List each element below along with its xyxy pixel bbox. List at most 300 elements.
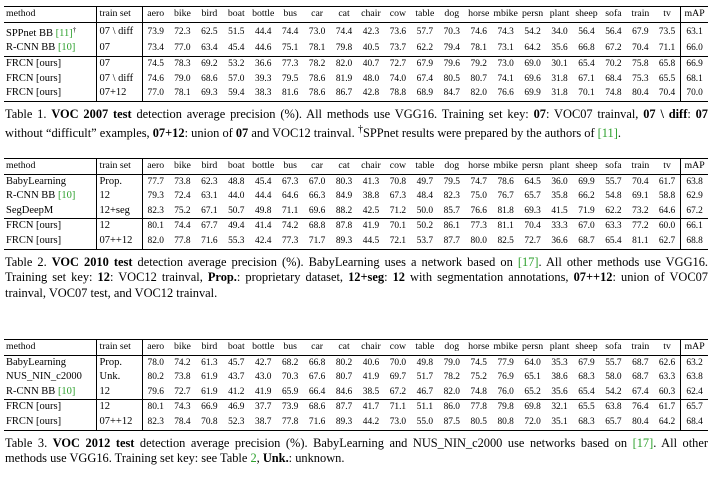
ap-value-cat: 87.7: [335, 402, 353, 413]
ap-value-sofa: 70.2: [605, 58, 622, 69]
method-cell: [4, 385, 96, 400]
column-header-4: bird: [201, 341, 218, 352]
ap-value-horse: 80.0: [470, 235, 487, 246]
ap-value-cat: 89.3: [335, 416, 353, 427]
column-header-15: mbike: [493, 341, 518, 352]
ap-value-train: 70.4: [632, 43, 649, 54]
ap-value-sofa: 54.2: [605, 386, 622, 397]
caption-text: without “difficult” examples,: [5, 126, 153, 141]
ap-value-persn: 64.2: [524, 43, 541, 54]
ap-value-table: 55.0: [416, 416, 434, 427]
ap-value-persn: 69.0: [524, 58, 541, 69]
ap-value-boat: 51.5: [228, 26, 245, 37]
ap-value-chair: 41.7: [362, 402, 380, 413]
table-row: [4, 41, 708, 56]
ap-value-map: 66.1: [681, 219, 708, 234]
method-cell: [4, 41, 96, 56]
ap-value-sheep: 65.4: [578, 58, 595, 69]
ap-value-bird: 67.1: [201, 205, 218, 216]
ap-value-sofa: 67.2: [605, 43, 622, 54]
table-header-row: [4, 159, 708, 175]
method-cell: [4, 234, 96, 249]
ap-value-aero: 73.9: [147, 26, 164, 37]
ap-value-bottle: 41.4: [255, 221, 272, 232]
ap-value-dog: 79.6: [443, 58, 460, 69]
column-header-18: sheep: [575, 341, 598, 352]
ap-value-bottle: 37.7: [255, 402, 272, 413]
ap-value-map: 70.0: [681, 86, 708, 101]
ap-value-car: 71.7: [308, 235, 326, 246]
column-header-8: car: [311, 160, 324, 171]
ap-value-cow: 78.8: [389, 88, 407, 99]
ap-value-persn: 65.2: [524, 386, 541, 397]
ap-value-tv: 64.6: [658, 205, 676, 216]
ap-value-horse: 75.2: [470, 372, 487, 383]
ap-value-cat: 80.3: [335, 176, 353, 187]
ap-value-table: 53.7: [416, 235, 434, 246]
method-cell: [4, 370, 96, 385]
method-cell: [4, 189, 96, 204]
ap-value-train: 75.3: [632, 73, 649, 84]
ap-value-cow: 72.1: [389, 235, 407, 246]
ap-value-car: 66.4: [308, 386, 326, 397]
train-set-cell: [96, 189, 142, 204]
ap-value-car: 67.0: [308, 176, 326, 187]
ap-value-sofa: 55.7: [605, 357, 622, 368]
ap-value-bottle: 49.8: [255, 205, 272, 216]
ap-value-dog: 79.5: [443, 176, 460, 187]
ap-value-mbike: 76.7: [497, 191, 514, 202]
ap-value-bird: 63.1: [201, 191, 218, 202]
ap-value-boat: 41.2: [228, 386, 245, 397]
ap-value-sofa: 62.2: [605, 205, 622, 216]
ap-value-bird: 66.9: [201, 402, 218, 413]
train-set-cell: [96, 41, 142, 56]
ap-value-plant: 35.3: [551, 357, 568, 368]
train-set: Prop.: [99, 175, 122, 187]
column-header-3: bike: [173, 160, 191, 171]
ap-value-map: 66.9: [681, 56, 708, 71]
column-header-2: aero: [147, 160, 165, 171]
caption-key: Unk.: [262, 451, 289, 466]
caption-text: :: [687, 106, 696, 121]
ap-value-bird: 68.6: [201, 73, 218, 84]
method-name: FRCN [ours]: [6, 234, 62, 246]
method-name: R-CNN BB: [6, 385, 58, 397]
ap-value-horse: 77.8: [470, 402, 487, 413]
caption-key: 07++12: [573, 270, 613, 285]
ap-value-horse: 80.5: [470, 416, 487, 427]
ap-value-dog: 70.3: [443, 26, 460, 37]
table-row: [4, 385, 708, 400]
ap-value-mbike: 80.8: [497, 416, 514, 427]
column-header-17: plant: [549, 160, 570, 171]
ap-value-bus: 64.6: [281, 191, 299, 202]
ap-value-bike: 78.4: [174, 416, 191, 427]
ap-value-bus: 73.9: [281, 402, 299, 413]
citation-link[interactable]: [17]: [632, 435, 654, 450]
column-header-13: dog: [444, 8, 460, 19]
ap-value-car: 67.6: [308, 372, 326, 383]
ap-value-sheep: 67.0: [578, 221, 595, 232]
table-row: [4, 400, 708, 415]
caption-label: Table 3.: [5, 435, 53, 450]
column-header-18: sheep: [575, 8, 598, 19]
train-set-cell: [96, 385, 142, 400]
method-name: R-CNN BB: [6, 42, 58, 54]
ap-value-bottle: 36.6: [255, 58, 272, 69]
ap-value-train: 68.7: [632, 372, 649, 383]
ap-value-bus: 77.3: [281, 58, 299, 69]
ap-value-table: 51.1: [416, 402, 434, 413]
column-header-3: bike: [173, 341, 191, 352]
citation-link[interactable]: [10]: [57, 42, 76, 54]
ap-value-bottle: 38.7: [255, 416, 272, 427]
ap-value-car: 66.3: [308, 191, 326, 202]
ap-value-bike: 74.4: [174, 221, 191, 232]
ap-value-bike: 73.8: [174, 372, 191, 383]
ap-value-mbike: 77.9: [497, 357, 514, 368]
method-cell: [4, 415, 96, 430]
column-header-4: bird: [201, 8, 218, 19]
ap-value-dog: 86.1: [443, 221, 460, 232]
caption-key: 07: [235, 126, 249, 141]
ap-value-train: 69.1: [632, 191, 649, 202]
ap-value-sheep: 56.4: [578, 26, 595, 37]
table-3-block: [4, 339, 708, 467]
ap-value-map: 63.2: [681, 355, 708, 370]
results-table: [4, 158, 708, 250]
ap-value-car: 78.2: [308, 58, 326, 69]
ap-value-train: 76.4: [632, 402, 649, 413]
ap-value-mbike: 76.9: [497, 372, 514, 383]
ap-value-bike: 79.0: [174, 73, 191, 84]
caption-text: detection average precision (%). BabyLearning uses a network based on: [132, 254, 518, 269]
ap-value-tv: 60.0: [658, 221, 676, 232]
ap-value-sheep: 67.9: [578, 357, 595, 368]
ap-value-table: 67.9: [416, 58, 434, 69]
ap-value-train: 80.4: [632, 88, 649, 99]
ap-value-bottle: 43.0: [255, 372, 272, 383]
column-header-11: cow: [389, 341, 407, 352]
column-header-15: mbike: [493, 8, 518, 19]
ap-value-sofa: 65.4: [605, 235, 622, 246]
caption-key: Prop.: [207, 270, 237, 285]
ap-value-tv: 60.3: [658, 386, 676, 397]
train-set-cell: [96, 204, 142, 219]
ap-value-bird: 62.3: [201, 176, 218, 187]
ap-value-table: 49.7: [416, 176, 434, 187]
citation-link[interactable]: [17]: [517, 254, 539, 269]
column-header-13: dog: [444, 160, 460, 171]
table-ref-link[interactable]: 2: [250, 451, 257, 466]
ap-value-train: 77.2: [632, 221, 649, 232]
ap-value-train: 68.7: [632, 357, 649, 368]
ap-value-chair: 42.3: [362, 26, 380, 37]
column-header-5: boat: [227, 341, 245, 352]
citation-link[interactable]: [11]: [597, 126, 618, 141]
ap-value-bird: 70.8: [201, 416, 218, 427]
ap-value-dog: 87.5: [443, 416, 460, 427]
caption-text: :: [384, 270, 393, 285]
table-header-row: [4, 7, 708, 23]
ap-value-chair: 42.8: [362, 88, 380, 99]
column-header-1: train set: [96, 340, 142, 356]
ap-value-bus: 81.6: [281, 88, 299, 99]
ap-value-persn: 54.2: [524, 26, 541, 37]
caption-text: . All other methods use VGG16. Training set key:: [5, 254, 709, 285]
ap-value-bird: 62.5: [201, 26, 218, 37]
column-header-22: mAP: [681, 159, 708, 175]
column-header-14: horse: [468, 341, 490, 352]
ap-value-cat: 88.2: [335, 205, 353, 216]
ap-value-bike: 77.8: [174, 235, 191, 246]
ap-value-horse: 77.3: [470, 221, 487, 232]
column-header-5: boat: [227, 8, 245, 19]
ap-value-plant: 36.6: [551, 235, 568, 246]
ap-value-aero: 73.4: [147, 43, 164, 54]
method-cell: [4, 22, 96, 41]
ap-value-tv: 63.3: [658, 372, 676, 383]
ap-value-mbike: 76.6: [497, 88, 514, 99]
ap-value-bike: 78.3: [174, 58, 191, 69]
column-header-2: aero: [147, 8, 165, 19]
column-header-12: table: [415, 160, 435, 171]
table-row: [4, 219, 708, 234]
dagger-mark: †: [357, 124, 363, 136]
ap-value-bike: 74.3: [174, 402, 191, 413]
column-header-14: horse: [468, 8, 490, 19]
ap-value-plant: 32.1: [551, 402, 568, 413]
caption-text: : VOC12 trainval,: [109, 270, 208, 285]
column-header-22: mAP: [681, 340, 708, 356]
ap-value-table: 57.7: [416, 26, 434, 37]
ap-value-cat: 84.9: [335, 191, 353, 202]
ap-value-horse: 74.7: [470, 176, 487, 187]
column-header-3: bike: [173, 8, 191, 19]
table-2-block: [4, 158, 708, 301]
method-name: BabyLearning: [6, 356, 67, 368]
ap-value-sheep: 69.9: [578, 176, 595, 187]
ap-value-bus: 74.4: [281, 26, 299, 37]
ap-value-mbike: 73.1: [497, 43, 514, 54]
ap-value-cat: 82.0: [335, 58, 353, 69]
ap-value-sheep: 67.1: [578, 73, 595, 84]
ap-value-persn: 69.3: [524, 205, 541, 216]
ap-value-mbike: 74.3: [497, 26, 514, 37]
ap-value-persn: 64.5: [524, 176, 541, 187]
ap-value-persn: 72.7: [524, 235, 541, 246]
ap-value-chair: 40.5: [362, 43, 380, 54]
table-row: [4, 204, 708, 219]
ap-value-dog: 82.3: [443, 191, 460, 202]
caption-text: : proprietary dataset,: [236, 270, 349, 285]
ap-value-bike: 72.3: [174, 26, 191, 37]
caption-label: Table 2.: [5, 254, 52, 269]
ap-value-train: 67.9: [632, 26, 649, 37]
ap-value-bottle: 38.3: [255, 88, 272, 99]
column-header-19: sofa: [605, 341, 622, 352]
citation-link[interactable]: [10]: [57, 190, 76, 202]
ap-value-persn: 70.4: [524, 221, 541, 232]
ap-value-tv: 62.6: [658, 357, 676, 368]
ap-value-cow: 73.0: [389, 416, 407, 427]
ap-value-boat: 52.3: [228, 416, 245, 427]
caption-key: 12: [97, 270, 110, 285]
ap-value-table: 67.4: [416, 73, 434, 84]
ap-value-cat: 86.7: [335, 88, 353, 99]
column-header-0: method: [4, 159, 96, 175]
train-set-cell: [96, 86, 142, 101]
ap-value-map: 63.8: [681, 370, 708, 385]
ap-value-sofa: 58.0: [605, 372, 622, 383]
ap-value-sofa: 55.7: [605, 176, 622, 187]
caption-title: VOC 2010 test: [51, 254, 133, 269]
ap-value-tv: 73.5: [658, 26, 676, 37]
column-header-7: bus: [283, 160, 297, 171]
method-name: FRCN [ours]: [6, 72, 62, 84]
ap-value-sheep: 68.3: [578, 372, 595, 383]
ap-value-mbike: 81.1: [497, 221, 514, 232]
train-set-cell: [96, 22, 142, 41]
ap-value-horse: 80.7: [470, 73, 487, 84]
caption-text: : union of: [184, 126, 236, 141]
method-name: FRCN [ours]: [6, 401, 62, 413]
ap-value-chair: 41.9: [362, 372, 380, 383]
train-set: 12+seg: [99, 204, 130, 216]
ap-value-chair: 38.8: [362, 191, 380, 202]
ap-value-table: 50.2: [416, 221, 434, 232]
train-set-cell: [96, 234, 142, 249]
caption-key: 12+seg: [348, 270, 385, 285]
ap-value-sheep: 70.1: [578, 88, 595, 99]
ap-value-bike: 77.0: [174, 43, 191, 54]
ap-value-persn: 65.1: [524, 372, 541, 383]
column-header-0: method: [4, 7, 96, 23]
train-set: Unk.: [99, 371, 121, 383]
column-header-15: mbike: [493, 160, 518, 171]
ap-value-boat: 55.3: [228, 235, 245, 246]
ap-value-horse: 75.0: [470, 191, 487, 202]
column-header-1: train set: [96, 159, 142, 175]
ap-value-bird: 61.9: [201, 372, 218, 383]
ap-value-cow: 74.0: [389, 73, 407, 84]
ap-value-cow: 67.2: [389, 386, 407, 397]
train-set-cell: [96, 56, 142, 71]
ap-value-chair: 40.6: [362, 357, 380, 368]
caption-key: 07 \ diff: [643, 106, 688, 121]
citation-link[interactable]: [10]: [57, 385, 76, 397]
column-header-9: cat: [338, 341, 350, 352]
column-header-6: bottle: [252, 160, 275, 171]
ap-value-bottle: 45.4: [255, 176, 272, 187]
table-2-caption: [4, 255, 708, 302]
ap-value-cow: 71.1: [389, 402, 407, 413]
ap-value-sofa: 56.4: [605, 26, 622, 37]
ap-value-dog: 84.7: [443, 88, 460, 99]
ap-value-bird: 71.6: [201, 235, 218, 246]
ap-value-plant: 35.6: [551, 43, 568, 54]
ap-value-bus: 71.1: [281, 205, 299, 216]
ap-value-dog: 79.0: [443, 357, 460, 368]
caption-text: and VOC12 trainval.: [248, 126, 358, 141]
caption-text: : VOC07 trainval,: [545, 106, 644, 121]
table-1-block: [4, 6, 708, 142]
caption-key: 07: [533, 106, 546, 121]
ap-value-bus: 65.9: [281, 386, 299, 397]
ap-value-bird: 61.3: [201, 357, 218, 368]
train-set: 07: [99, 57, 110, 69]
method-cell: [4, 86, 96, 101]
ap-value-persn: 64.0: [524, 357, 541, 368]
citation-link[interactable]: [11]: [55, 27, 73, 39]
ap-value-mbike: 76.0: [497, 386, 514, 397]
ap-value-chair: 42.5: [362, 205, 380, 216]
column-header-16: persn: [521, 341, 544, 352]
ap-value-cat: 80.2: [335, 357, 353, 368]
ap-value-map: 68.1: [681, 72, 708, 87]
ap-value-bus: 67.3: [281, 176, 299, 187]
caption-key: 07: [695, 106, 708, 121]
column-header-6: bottle: [252, 8, 275, 19]
ap-value-bottle: 44.6: [255, 43, 272, 54]
caption-text: ,: [256, 451, 263, 466]
ap-value-map: 68.4: [681, 415, 708, 430]
ap-value-bus: 68.2: [281, 357, 299, 368]
train-set: 07++12: [99, 415, 133, 427]
train-set-cell: [96, 400, 142, 415]
ap-value-persn: 69.8: [524, 402, 541, 413]
table-row: [4, 56, 708, 71]
ap-value-map: 66.0: [681, 41, 708, 56]
train-set: 12: [99, 401, 110, 413]
ap-value-aero: 78.0: [147, 357, 164, 368]
ap-value-boat: 49.4: [228, 221, 245, 232]
ap-value-sheep: 71.9: [578, 205, 595, 216]
ap-value-bottle: 42.7: [255, 357, 272, 368]
caption-text: : unknown.: [288, 451, 345, 466]
column-header-8: car: [311, 8, 324, 19]
ap-value-bottle: 39.3: [255, 73, 272, 84]
ap-value-horse: 74.6: [470, 26, 487, 37]
method-name: FRCN [ours]: [6, 220, 62, 232]
ap-value-mbike: 79.8: [497, 402, 514, 413]
column-header-4: bird: [201, 160, 218, 171]
ap-value-train: 81.1: [632, 235, 649, 246]
train-set-cell: [96, 415, 142, 430]
ap-value-car: 68.8: [308, 221, 326, 232]
ap-value-train: 73.2: [632, 205, 649, 216]
ap-value-aero: 80.1: [147, 402, 164, 413]
table-row: [4, 189, 708, 204]
ap-value-table: 51.7: [416, 372, 434, 383]
ap-value-plant: 33.3: [551, 221, 568, 232]
ap-value-mbike: 78.6: [497, 176, 514, 187]
ap-value-sofa: 63.8: [605, 402, 622, 413]
ap-value-chair: 41.9: [362, 221, 380, 232]
ap-value-sofa: 68.4: [605, 73, 622, 84]
ap-value-chair: 48.0: [362, 73, 380, 84]
ap-value-boat: 59.4: [228, 88, 245, 99]
ap-value-plant: 34.0: [551, 26, 568, 37]
ap-value-plant: 30.1: [551, 58, 568, 69]
ap-value-cat: 87.8: [335, 221, 353, 232]
ap-value-map: 65.7: [681, 400, 708, 415]
ap-value-table: 68.9: [416, 88, 434, 99]
ap-value-persn: 69.9: [524, 88, 541, 99]
method-cell: [4, 174, 96, 189]
ap-value-sofa: 74.8: [605, 88, 622, 99]
